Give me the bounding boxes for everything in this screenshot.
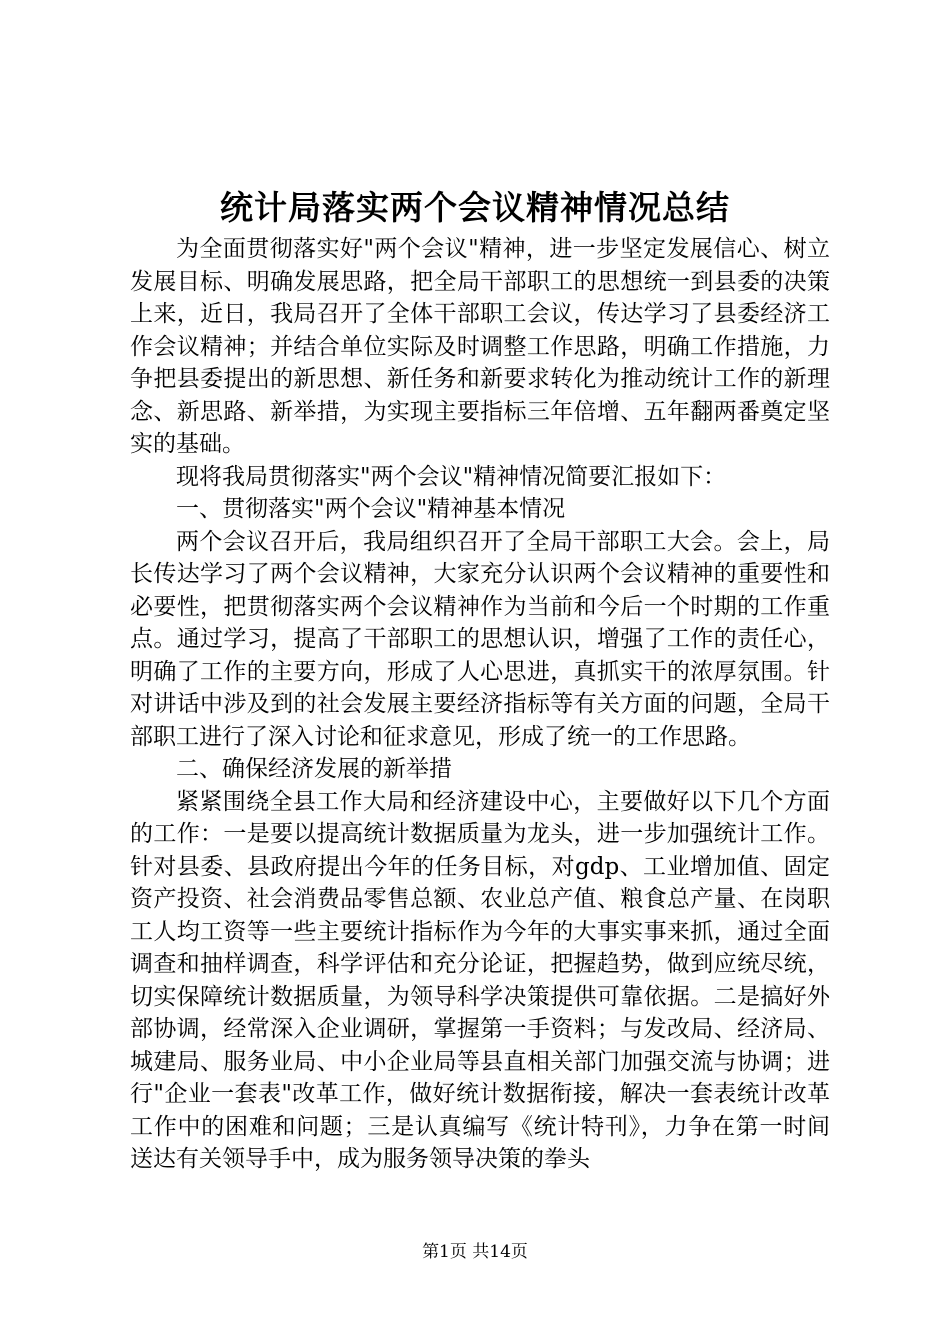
page-number-footer: 第1页 共14页 [422, 1242, 528, 1262]
section-heading-2: 二、确保经济发展的新举措 [176, 756, 452, 782]
section-heading-1: 一、贯彻落实"两个会议"精神基本情况 [176, 496, 566, 522]
paragraph-report-lead: 现将我局贯彻落实"两个会议"精神情况简要汇报如下： [176, 463, 727, 490]
paragraph-section-2: 紧紧围绕全县工作大局和经济建设中心，主要做好以下几个方面的工作：一是要以提高统计数据质量为龙头，进一步加强统计工作。针对县委、县政府提出今年的任务目标，对gdp、工业增加值、固定资产投资、社会消费品零售总额、农业总产值、粮食总产量、在岗职工人均工资等一些主要统计指标作为今年的大事实事来抓，通过全面调查和抽样调查，科学评估和充分论证，把握趋势，做到应统尽统，切实保障统计数据质量，为领导科学决策提供可靠依据。二是搞好外部协调，经常深入企业调研，掌握第一手资料；与发改局、经济局、城建局、服务业局、中小企业局等县直相关部门加强交流与协调；进行"企业一套表"改革工作，做好统计数据衔接，解决一套表统计改革工作中的困难和问题；三是认真编写《统计特刊》，力争在第一时间送达有关领导手中，成为服务领导决策的拳头 [130, 788, 830, 1172]
paragraph-intro: 为全面贯彻落实好"两个会议"精神，进一步坚定发展信心、树立发展目标、明确发展思路，把全局干部职工的思想统一到县委的决策上来，近日，我局召开了全体干部职工会议，传达学习了县委经济工作会议精神；并结合单位实际及时调整工作思路，明确工作措施，力争把县委提出的新思想、新任务和新要求转化为推动统计工作的新理念、新思路、新举措，为实现主要指标三年倍增、五年翻两番奠定坚实的基础。 [130, 236, 830, 457]
paragraph-section-1: 两个会议召开后，我局组织召开了全局干部职工大会。会上，局长传达学习了两个会议精神，大家充分认识两个会议精神的重要性和必要性，把贯彻落实两个会议精神作为当前和今后一个时期的工作重点。通过学习，提高了干部职工的思想认识，增强了工作的责任心，明确了工作的主要方向，形成了人心思进，真抓实干的浓厚氛围。针对讲话中涉及到的社会发展主要经济指标等有关方面的问题，全局干部职工进行了深入讨论和征求意见，形成了统一的工作思路。 [130, 528, 830, 750]
document-body [130, 233, 830, 1176]
document-title: 统计局落实两个会议精神情况总结 [220, 188, 730, 227]
